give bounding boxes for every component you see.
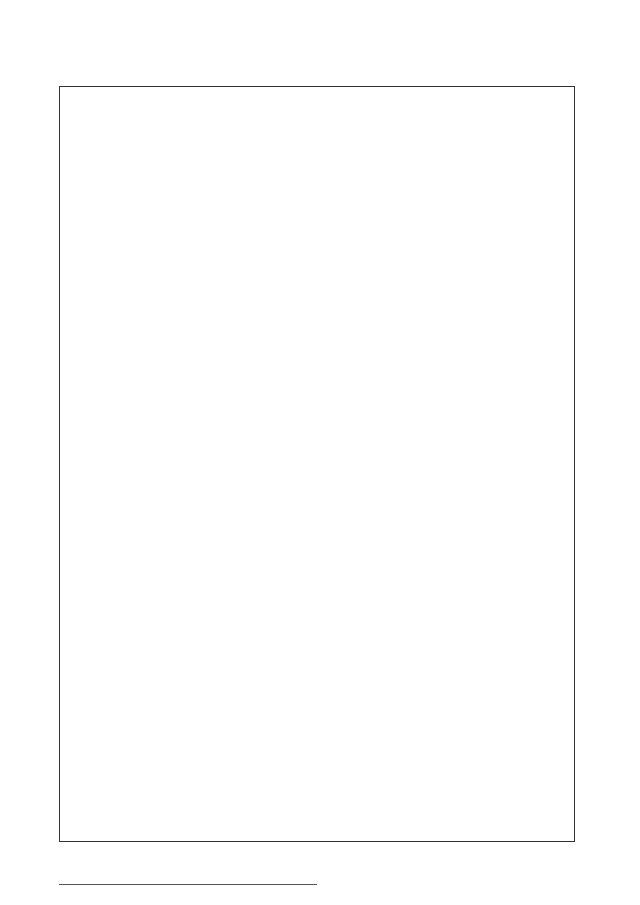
footnote-rule bbox=[59, 884, 317, 885]
budget-table-frame bbox=[59, 86, 575, 842]
